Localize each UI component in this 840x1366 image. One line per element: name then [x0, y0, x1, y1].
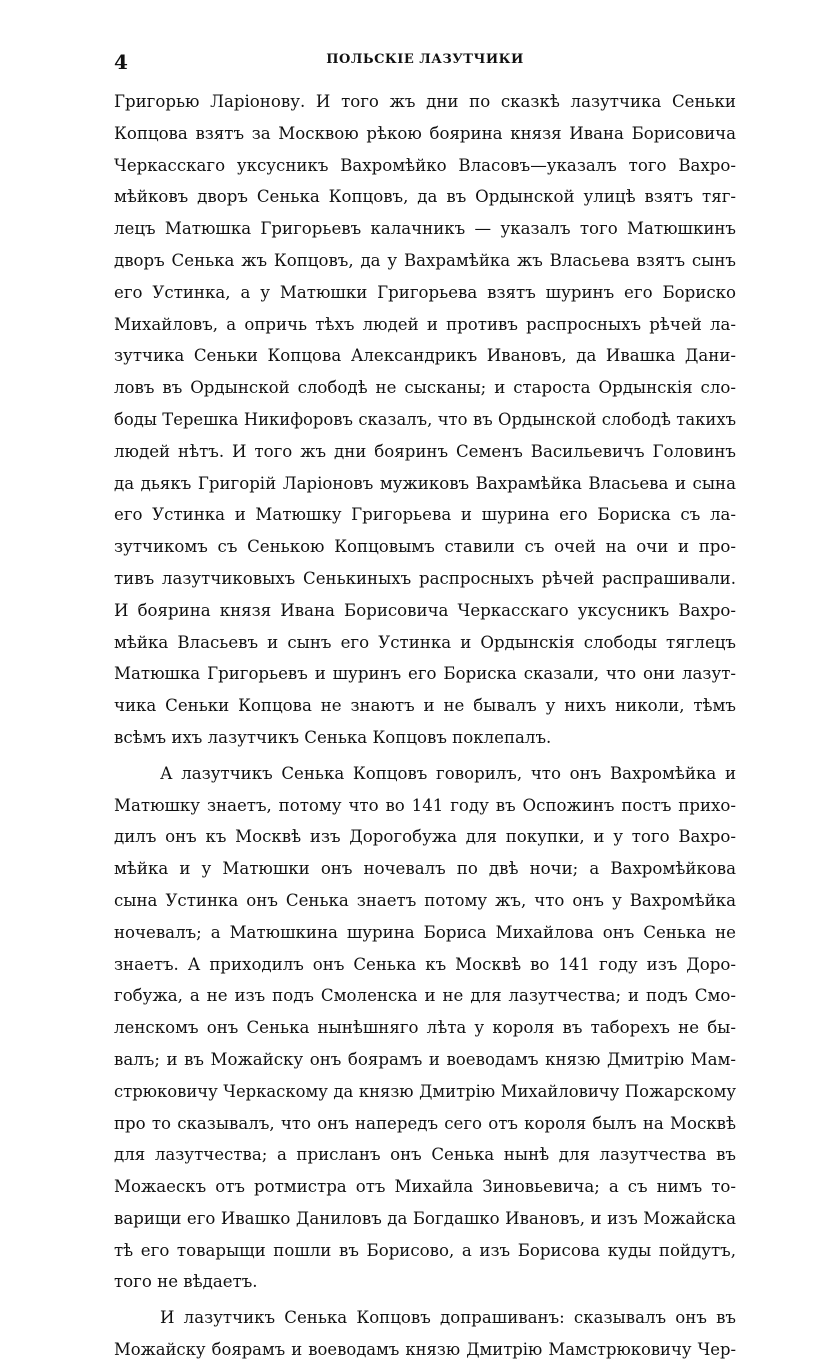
- paragraph: [114, 86, 736, 754]
- text-line: Черкасскаго уксусникъ Вахромѣйко Власовъ—указалъ того Вахро-: [114, 155, 736, 175]
- text-line: да дьякъ Григорій Ларіоновъ мужиковъ Вахрамѣйка Власьева и сына: [114, 473, 736, 493]
- text-line: Копцова взятъ за Москвою рѣкою боярина князя Ивана Борисовича: [114, 123, 736, 143]
- text-line: ночевалъ; а Матюшкина шурина Бориса Михайлова онъ Сенька не: [114, 922, 736, 942]
- text-line: Григорью Ларіонову. И того жъ дни по сказкѣ лазутчика Сеньки: [114, 92, 736, 111]
- text-line: тѣ его товарыщи пошли въ Борисово, а изъ Борисова куды пойдутъ,: [114, 1240, 736, 1260]
- text-line: его Устинка, а у Матюшки Григорьева взятъ шуринъ его Бориско: [114, 282, 736, 302]
- text-line: знаетъ. А приходилъ онъ Сенька къ Москвѣ во 141 году изъ Доро-: [114, 954, 736, 974]
- text-line: мѣйковъ дворъ Сенька Копцовъ, да въ Ордынской улицѣ взятъ тяг-: [114, 187, 736, 207]
- paragraph: [114, 1302, 736, 1366]
- running-title: ПОЛЬСКІЕ ЛАЗУТЧИКИ: [326, 52, 524, 67]
- text-line: того не вѣдаетъ.: [114, 1272, 258, 1292]
- text-line: ловъ въ Ордынской слободѣ не сысканы; и староста Ордынскія сло-: [114, 378, 736, 398]
- body-text: [114, 86, 736, 1366]
- text-line: И боярина князя Ивана Борисовича Черкасскаго уксусникъ Вахро-: [114, 600, 736, 620]
- text-line: Матюшку знаетъ, потому что во 141 году въ Оспожинъ постъ прихо-: [114, 795, 736, 815]
- text-line: ленскомъ онъ Сенька нынѣшняго лѣта у короля въ таборехъ не бы-: [114, 1018, 736, 1038]
- text-line: тивъ лазутчиковыхъ Сенькиныхъ распросныхъ рѣчей распрашивали.: [114, 568, 736, 588]
- running-head: [114, 50, 736, 74]
- text-line: гобужа, а не изъ подъ Смоленска и не для лазутчества; и подъ Смо-: [114, 986, 736, 1006]
- text-line: дилъ онъ къ Москвѣ изъ Дорогобужа для покупки, и у того Вахро-: [114, 827, 736, 847]
- text-line: Матюшка Григорьевъ и шуринъ его Бориска сказали, что они лазут-: [114, 664, 736, 684]
- text-line: А лазутчикъ Сенька Копцовъ говорилъ, что онъ Вахромѣйка и: [160, 763, 736, 783]
- text-line: чика Сеньки Копцова не знаютъ и не бывалъ у нихъ николи, тѣмъ: [114, 696, 736, 716]
- text-line: про то сказывалъ, что онъ напередъ сего отъ короля былъ на Москвѣ: [114, 1113, 736, 1133]
- text-line: Можайску боярамъ и воеводамъ князю Дмитрію Мамстрюковичу Чер-: [114, 1340, 736, 1360]
- text-line: для лазутчества; а присланъ онъ Сенька нынѣ для лазутчества въ: [114, 1145, 736, 1165]
- text-line: стрюковичу Черкаскому да князю Дмитрію Михайловичу Пожарскому: [114, 1081, 736, 1101]
- text-line: сына Устинка онъ Сенька знаетъ потому жъ, что онъ у Вахромѣйка: [114, 890, 736, 910]
- text-line: мѣйка Власьевъ и сынъ его Устинка и Ордынскія слободы тяглецъ: [114, 632, 736, 652]
- text-line: людей нѣтъ. И того жъ дни бояринъ Семенъ Васильевичъ Головинъ: [114, 441, 736, 461]
- text-line: зутчика Сеньки Копцова Александрикъ Ивановъ, да Ивашка Дани-: [114, 346, 736, 366]
- text-line: его Устинка и Матюшку Григорьева и шурина его Бориска съ ла-: [114, 505, 736, 525]
- text-line: боды Терешка Никифоровъ сказалъ, что въ Ордынской слободѣ такихъ: [114, 409, 736, 429]
- text-line: валъ; и въ Можайску онъ боярамъ и воеводамъ князю Дмитрію Мам-: [114, 1049, 736, 1069]
- text-line: варищи его Ивашко Даниловъ да Богдашко Ивановъ, и изъ Можайска: [114, 1208, 736, 1228]
- text-line: лецъ Матюшка Григорьевъ калачникъ — указалъ того Матюшкинъ: [114, 219, 736, 239]
- text-line: всѣмъ ихъ лазутчикъ Сенька Копцовъ поклепалъ.: [114, 727, 552, 747]
- text-line: дворъ Сенька жъ Копцовъ, да у Вахрамѣйка жъ Власьева взятъ сынъ: [114, 250, 736, 270]
- text-line: зутчикомъ съ Сенькою Копцовымъ ставили съ очей на очи и про-: [114, 537, 736, 557]
- paragraph: [114, 758, 736, 1299]
- page-number: 4: [114, 50, 128, 74]
- text-line: Можаескъ отъ ротмистра отъ Михайла Зиновьевича; а съ нимъ то-: [114, 1177, 736, 1197]
- text-line: Михайловъ, а опричь тѣхъ людей и противъ распросныхъ рѣчей ла-: [114, 314, 736, 334]
- text-line: мѣйка и у Матюшки онъ ночевалъ по двѣ ночи; а Вахромѣйкова: [114, 859, 736, 879]
- text-line: И лазутчикъ Сенька Копцовъ допрашиванъ: сказывалъ онъ въ: [160, 1308, 736, 1328]
